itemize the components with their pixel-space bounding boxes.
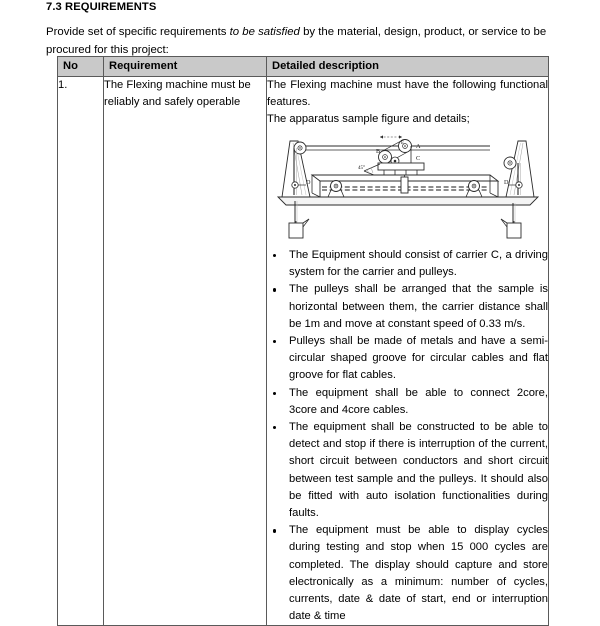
description-intro-line-1: The Flexing machine must have the following functional features. bbox=[267, 79, 548, 108]
figure-label-a: A bbox=[415, 143, 420, 150]
column-header-no: No bbox=[58, 57, 104, 77]
figure-label-d-right: D bbox=[503, 179, 508, 186]
intro-text-italic: to be satisfied bbox=[229, 26, 300, 38]
intro-text-part1: Provide set of specific requirements bbox=[46, 26, 230, 38]
bullet-item: The equipment must be able to display cycles during testing and stop when 15 000 cycles are completed. The display should capture and store electronically as a minimum: number of cycles, currents, date & date of start, end or interruption date & time bbox=[267, 522, 548, 625]
description-intro-line-2: The apparatus sample figure and details; bbox=[267, 113, 470, 125]
figure-label-c: C bbox=[415, 155, 420, 162]
row-number-cell: 1. bbox=[58, 77, 104, 626]
bullet-item: The equipment shall be able to connect 2core, 3core and 4core cables. bbox=[267, 385, 548, 419]
intro-paragraph bbox=[46, 24, 548, 59]
apparatus-figure bbox=[267, 133, 548, 241]
figure-label-d-left: D bbox=[305, 179, 310, 186]
figure-label-e: E bbox=[400, 141, 404, 146]
section-heading bbox=[46, 1, 156, 13]
figure-angle-label: 45° bbox=[357, 166, 365, 171]
requirement-bullet-list bbox=[267, 247, 548, 625]
bullet-item: The equipment shall be constructed to be able to detect and stop if there is interruption of the current, short circuit between conductors and short circuit between test sample and the pulleys. It should also be fitted with auto isolation functionalities during faults. bbox=[267, 419, 548, 522]
figure-label-b: B bbox=[375, 148, 380, 155]
row-description-cell bbox=[267, 77, 549, 626]
intro-text-part2: by the material, design, product, or service to be procured for this project: bbox=[46, 26, 547, 56]
section-heading-text: 7.3 REQUIREMENTS bbox=[46, 1, 157, 13]
requirements-table bbox=[57, 56, 549, 626]
bullet-item: The Equipment should consist of carrier C, a driving system for the carrier and pulleys. bbox=[267, 247, 548, 281]
bullet-item: Pulleys shall be made of metals and have a semi-circular shaped groove for circular cables and flat groove for flat cables. bbox=[267, 333, 548, 385]
column-header-requirement: Requirement bbox=[104, 57, 267, 77]
column-header-detailed-description: Detailed description bbox=[267, 57, 549, 77]
bullet-item: The pulleys shall be arranged that the sample is horizontal between them, the carrier distance shall be 1m and move at constant speed of 0.33 m/s. bbox=[267, 281, 548, 333]
table-header-row bbox=[58, 57, 549, 77]
row-requirement-cell: The Flexing machine must be reliably and safely operable bbox=[104, 77, 267, 626]
table-row bbox=[58, 77, 549, 626]
flexing-test-apparatus-diagram bbox=[276, 133, 540, 241]
